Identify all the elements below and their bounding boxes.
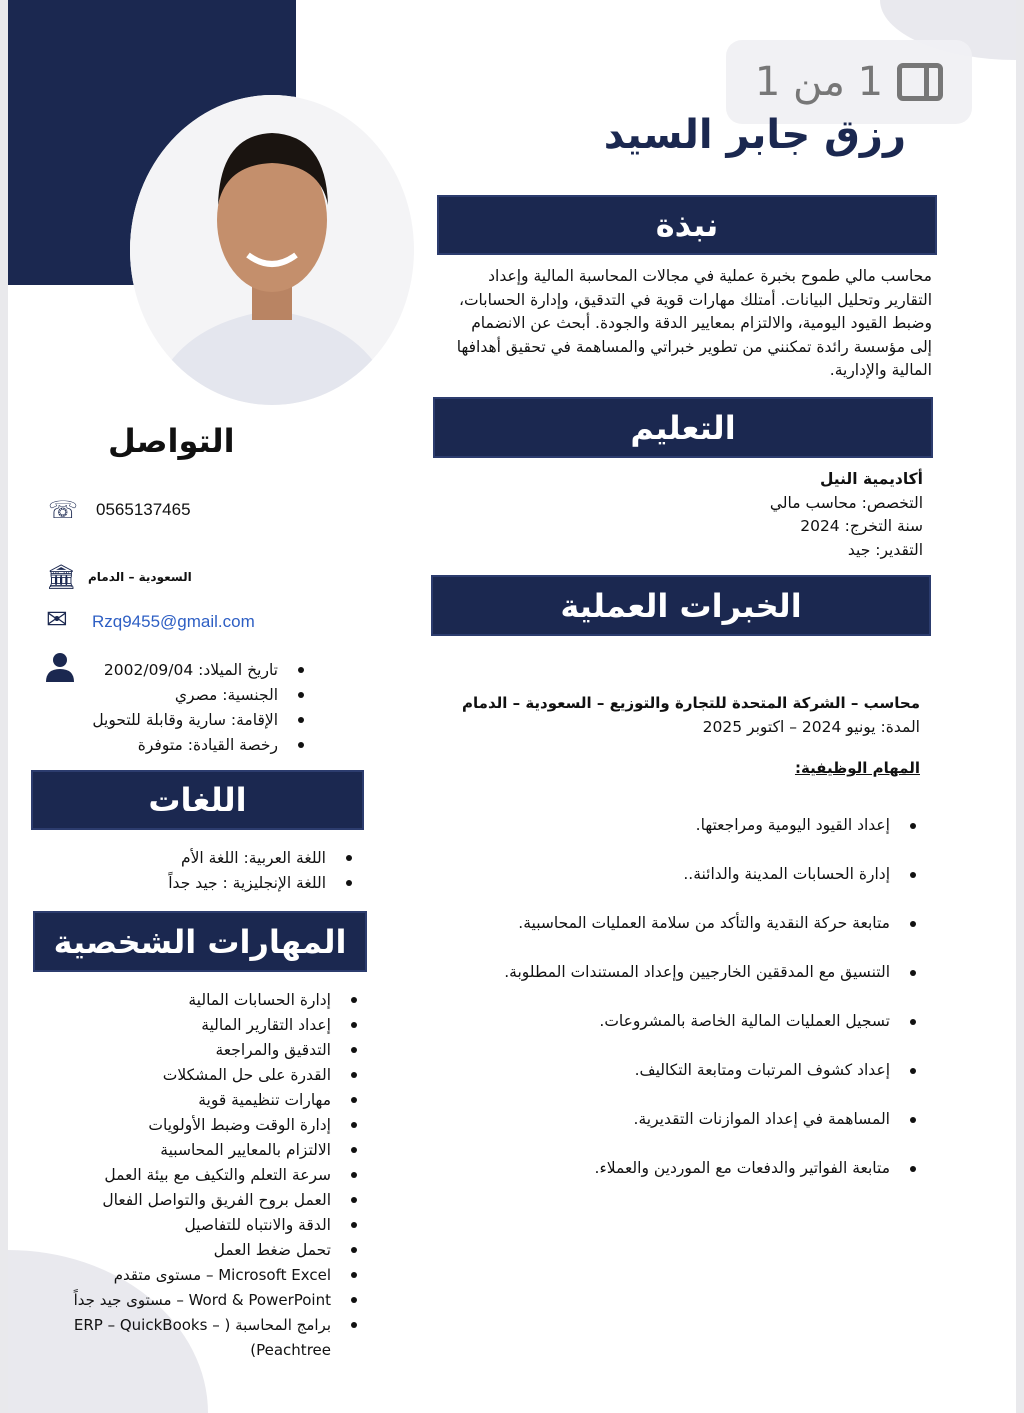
personal-item: رخصة القيادة: متوفرة (88, 733, 308, 758)
about-text: محاسب مالي طموح بخبرة عملية في مجالات المحاسبة المالية وإعداد التقارير وتحليل البيانات. أمتلك مهارات قوية في التدقيق، وإدارة الحسابات، وضبط القيود اليومية، والالتزام بمعايير الدقة والجودة. أبحث عن الانضمام إلى مؤسسة رائدة تمكنني من تطوير خبراتي والمساهمة في تحقيق أهدافها المالية والإدارية. (456, 267, 932, 379)
education-block (770, 468, 923, 562)
language-item: اللغة العربية: اللغة الأم (116, 846, 356, 871)
skill-item: العمل بروح الفريق والتواصل الفعال (31, 1188, 361, 1213)
languages-list (116, 846, 356, 896)
skill-item: القدرة على حل المشكلات (31, 1063, 361, 1088)
skill-item: Word & PowerPoint – مستوى جيد جداً (31, 1288, 361, 1313)
cv-page (8, 0, 1016, 1413)
skill-item: إدارة الوقت وضبط الأولويات (31, 1113, 361, 1138)
person-icon (46, 652, 74, 686)
skill-item: برامج المحاسبة ( ERP – QuickBooks – Peachtree) (31, 1313, 361, 1363)
contact-header: التواصل (108, 422, 235, 460)
tasks-title: المهام الوظيفية: (794, 759, 920, 777)
task-item: متابعة حركة النقدية والتأكد من سلامة العمليات المحاسبية. (440, 912, 920, 936)
job-period: المدة: يونيو 2024 – اكتوبر 2025 (702, 717, 920, 736)
personal-item: الجنسية: مصري (88, 683, 308, 708)
languages-header: اللغات (31, 770, 364, 830)
language-item: اللغة الإنجليزية : جيد جداً (116, 871, 356, 896)
email-icon: ✉ (46, 605, 68, 635)
phone-number[interactable]: 0565137465 (96, 500, 191, 519)
skill-item: تحمل ضغط العمل (31, 1238, 361, 1263)
skills-list (31, 988, 361, 1363)
task-item: إعداد القيود اليومية ومراجعتها. (440, 814, 920, 838)
sidebar-panel-icon[interactable] (897, 63, 943, 101)
education-line: سنة التخرج: 2024 (800, 517, 923, 535)
personal-item: تاريخ الميلاد: 2002/09/04 (88, 658, 308, 683)
skill-item: الالتزام بالمعايير المحاسبية (31, 1138, 361, 1163)
skill-item: إدارة الحسابات المالية (31, 988, 361, 1013)
education-line: التقدير: جيد (847, 540, 923, 559)
task-item: التنسيق مع المدققين الخارجيين وإعداد المستندات المطلوبة. (440, 961, 920, 985)
task-item: تسجيل العمليات المالية الخاصة بالمشروعات. (440, 1010, 920, 1034)
task-item: المساهمة في إعداد الموازنات التقديرية. (440, 1108, 920, 1132)
skill-item: Microsoft Excel – مستوى متقدم (31, 1263, 361, 1288)
task-item: متابعة الفواتير والدفعات مع الموردين والعملاء. (440, 1157, 920, 1181)
skill-item: الدقة والانتباه للتفاصيل (31, 1213, 361, 1238)
task-item: إدارة الحسابات المدينة والدائنة.. (440, 863, 920, 887)
profile-photo (130, 95, 414, 405)
job-role: محاسب – الشركة المتحدة للتجارة والتوزيع – السعودية – الدمام (462, 694, 920, 712)
skill-item: التدقيق والمراجعة (31, 1038, 361, 1063)
education-header: التعليم (433, 397, 933, 458)
skill-item: سرعة التعلم والتكيف مع بيئة العمل (31, 1163, 361, 1188)
education-line: التخصص: محاسب مالي (769, 493, 923, 512)
page-indicator-text: 1 من 1 (754, 59, 884, 105)
bank-icon: 🏛 (46, 563, 77, 591)
location: السعودية – الدمام (88, 570, 192, 584)
about-header: نبذة (437, 195, 937, 255)
personal-item: الإقامة: سارية وقابلة للتحويل (88, 708, 308, 733)
email-link[interactable]: Rzq9455@gmail.com (92, 612, 255, 631)
experience-block (460, 692, 920, 781)
skill-item: مهارات تنظيمية قوية (31, 1088, 361, 1113)
skill-item: إعداد التقارير المالية (31, 1013, 361, 1038)
personal-info-list (88, 658, 308, 758)
phone-icon: ☏ (48, 496, 79, 524)
task-list (440, 814, 920, 1181)
candidate-name: رزق جابر السيد (603, 112, 906, 158)
task-item: إعداد كشوف المرتبات ومتابعة التكاليف. (440, 1059, 920, 1083)
experience-header: الخبرات العملية (431, 575, 931, 636)
skills-header: المهارات الشخصية (33, 911, 367, 972)
school-name: أكاديمية النيل (819, 470, 923, 488)
